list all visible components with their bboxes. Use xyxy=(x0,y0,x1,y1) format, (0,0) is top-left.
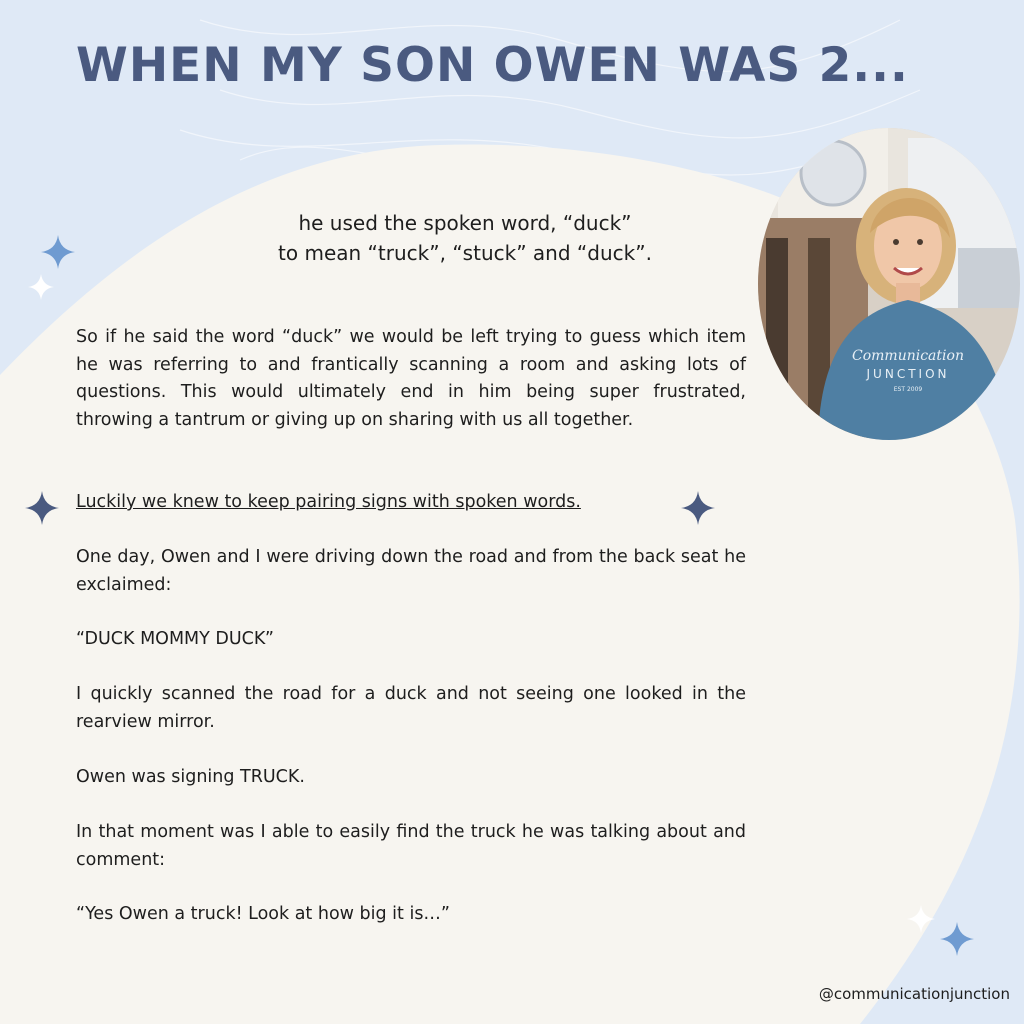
intro-line-1: he used the spoken word, “duck” xyxy=(298,211,632,235)
story-quote-1: “DUCK MOMMY DUCK” xyxy=(76,629,274,649)
sweatshirt-text: Communication xyxy=(852,348,964,364)
intro-line-2: to mean “truck”, “stuck” and “duck”. xyxy=(278,241,652,265)
svg-text:JUNCTION: JUNCTION xyxy=(866,367,950,381)
sparkle-icon xyxy=(906,904,936,934)
story-paragraph-4: Owen was signing TRUCK. xyxy=(76,767,305,787)
story-paragraph-2: One day, Owen and I were driving down the road and from the back seat he exclaimed: xyxy=(76,547,746,595)
svg-text:EST 2009: EST 2009 xyxy=(893,386,923,393)
story-paragraph-3: I quickly scanned the road for a duck and not seeing one looked in the rearview mirror. xyxy=(76,684,746,732)
story-paragraph-5: In that moment was I able to easily find the truck he was talking about and comment: xyxy=(76,822,746,870)
portrait-photo xyxy=(758,128,1020,440)
sparkle-icon xyxy=(24,490,60,526)
story-paragraph-1: So if he said the word “duck” we would be left trying to guess which item he was referring to and frantically scanning a room and asking lots of questions. This would ultimately end in him being super frustrated, throwing a tantrum or giving up on sharing with us all together. xyxy=(76,327,746,430)
story-highlight: Luckily we knew to keep pairing signs with spoken words. xyxy=(76,492,581,512)
sparkle-icon xyxy=(939,921,975,957)
story-quote-2: “Yes Owen a truck! Look at how big it is…” xyxy=(76,904,451,924)
sparkle-icon xyxy=(27,273,55,301)
sparkle-icon xyxy=(40,234,76,270)
sparkle-icon xyxy=(680,490,716,526)
page-title: WHEN MY SON OWEN WAS 2... xyxy=(76,38,909,93)
social-handle: @communicationjunction xyxy=(818,985,1010,1003)
